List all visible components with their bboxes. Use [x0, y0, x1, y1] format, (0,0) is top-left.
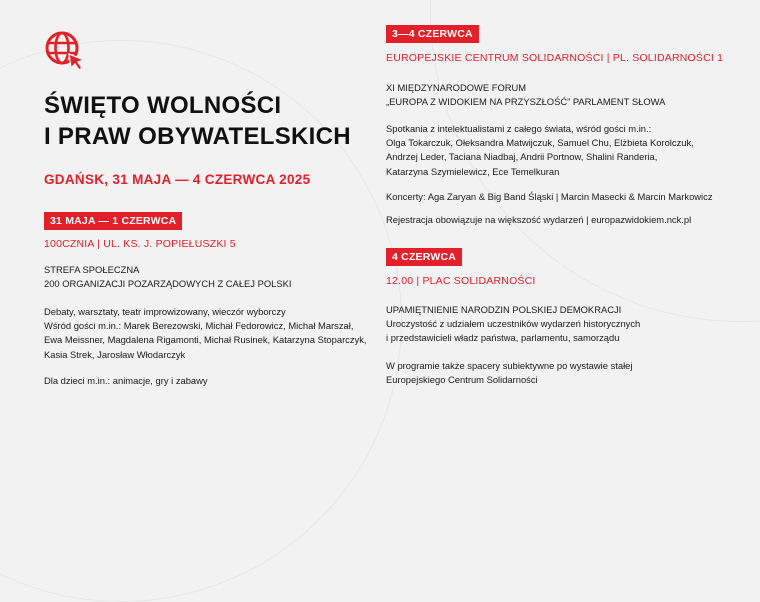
text-line: Debaty, warsztaty, teatr improwizowany, wieczór wyborczy — [44, 306, 286, 317]
heading-line: STREFA SPOŁECZNA — [44, 264, 140, 275]
text-line: Olga Tokarczuk, Ołeksandra Matwijczuk, Samuel Chu, Elżbieta Korolczuk, — [386, 137, 694, 149]
text-line: Andrzej Leder, Taciana Niadbaj, Andrii Portnow, Shalini Randeria, — [386, 151, 658, 163]
venue-right-1: EUROPEJSKIE CENTRUM SOLIDARNOŚCI | PL. SOLIDARNOŚCI 1 — [386, 52, 724, 64]
text-line: Dla dzieci m.in.: animacje, gry i zabawy — [44, 375, 208, 386]
heading-line: UPAMIĘTNIENIE NARODZIN POLSKIEJ DEMOKRACJI — [386, 304, 622, 315]
page-title — [44, 90, 351, 152]
date-badge-left: 31 MAJA — 1 CZERWCA — [44, 212, 182, 230]
paragraph-concerts — [386, 190, 713, 204]
text-line: Europejskiego Centrum Solidarności — [386, 374, 538, 386]
text-line: Uroczystość z udziałem uczestników wydarzeń historycznych — [386, 318, 641, 330]
event-dates: GDAŃSK, 31 MAJA — 4 CZERWCA 2025 — [44, 172, 311, 187]
paragraph-guests-right — [386, 122, 694, 179]
paragraph-registration — [386, 213, 691, 227]
paragraph-walks — [386, 359, 632, 387]
title-line-2: I PRAW OBYWATELSKICH — [44, 123, 351, 150]
paragraph-kids — [44, 374, 208, 388]
text-line: Koncerty: Aga Zaryan & Big Band Śląski | Marcin Masecki & Marcin Markowicz — [386, 191, 713, 202]
heading-line: „EUROPA Z WIDOKIEM NA PRZYSZŁOŚĆ” PARLAMENT SŁOWA — [386, 96, 666, 108]
title-line-1: ŚWIĘTO WOLNOŚCI — [44, 92, 282, 119]
globe-cursor-icon — [44, 30, 86, 72]
date-badge-right-1: 3—4 CZERWCA — [386, 25, 479, 43]
venue-left: 100CZNIA | UL. KS. J. POPIEŁUSZKI 5 — [44, 238, 236, 250]
text-line: Rejestracja obowiązuje na większość wydarzeń | europazwidokiem.nck.pl — [386, 214, 692, 225]
text-line: Ewa Meissner, Magdalena Rigamonti, Michał Rusinek, Katarzyna Stoparczyk, — [44, 334, 367, 346]
section-heading-left — [44, 263, 291, 291]
venue-right-2: 12.00 | PLAC SOLIDARNOŚCI — [386, 275, 536, 287]
paragraph-commemoration — [386, 303, 640, 346]
section-heading-forum — [386, 81, 665, 109]
heading-line: XI MIĘDZYNARODOWE FORUM — [386, 82, 527, 93]
text-line: Wśród gości m.in.: Marek Berezowski, Michał Fedorowicz, Michał Marszał, — [44, 320, 354, 332]
text-line: W programie także spacery subiektywne po wystawie stałej — [386, 360, 633, 371]
text-line: Katarzyna Szymielewicz, Ece Temelkuran — [386, 165, 560, 177]
date-badge-right-2: 4 CZERWCA — [386, 248, 462, 266]
paragraph-guests-left — [44, 305, 367, 362]
text-line: i przedstawicieli władz państwa, parlamentu, samorządu — [386, 332, 620, 344]
heading-line: 200 ORGANIZACJI POZARZĄDOWYCH Z CAŁEJ POLSKI — [44, 278, 292, 290]
text-line: Spotkania z intelektualistami z całego świata, wśród gości m.in.: — [386, 123, 652, 134]
text-line: Kasia Strek, Jarosław Włodarczyk — [44, 348, 186, 360]
